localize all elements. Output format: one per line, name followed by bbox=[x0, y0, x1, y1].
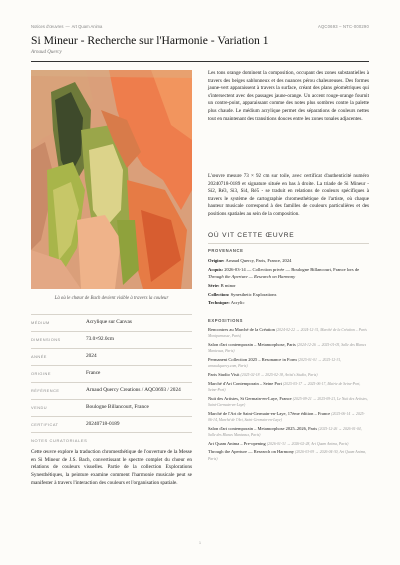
exhibition-name: Marché de l'Art de Saint-Germain-en-Laye, 17ème édition – France bbox=[208, 410, 331, 416]
spec-row-origin bbox=[31, 365, 192, 382]
list-item bbox=[208, 357, 369, 370]
exhibitions-list bbox=[208, 327, 369, 464]
collection-label: Collection: bbox=[208, 291, 230, 297]
exhibition-meta: (2025-01-01 → 2025-12-31, arnaudquercy.com, Paris) bbox=[208, 358, 342, 369]
list-item bbox=[208, 426, 369, 439]
where-divider bbox=[208, 243, 369, 244]
provenance-collection bbox=[208, 291, 369, 298]
list-item bbox=[208, 411, 369, 424]
title-divider bbox=[31, 61, 369, 62]
exhibition-meta: (2024-12-26 → 2025-01-05, Salle des Blancs Manteaux, Paris) bbox=[208, 343, 367, 354]
page-title: Si Mineur - Recherche sur l'Harmonie - Variation 1 bbox=[31, 34, 269, 47]
exhibition-meta: (2026-03-09 → 2026-04-30, Art Quam Anima, Paris) bbox=[208, 450, 367, 461]
spec-label: ANNÉE bbox=[31, 354, 47, 359]
provenance-technique bbox=[208, 299, 369, 306]
exhibition-name: Art Quam Anima – Pre-opening bbox=[208, 440, 266, 446]
provenance-block bbox=[208, 257, 369, 308]
spec-label: MÉDIUM bbox=[31, 320, 50, 325]
spec-row-certificate bbox=[31, 416, 192, 433]
artwork-painting bbox=[31, 70, 192, 289]
list-item bbox=[208, 327, 369, 340]
spec-row-reference bbox=[31, 382, 192, 399]
exhibition-meta: (2025-02-18 → 2025-02-18, Artist's Studio, Paris) bbox=[240, 373, 318, 377]
description-paragraph-2: L'œuvre mesure 73 × 92 cm sur toile, avec certificat d'authenticité numéro 20240718-0189 et signature située en bas à droite. La triade de Si Mineur - Si2, Ré3, Si3, Si4, Ré5 - se traduit en relations de couleurs spécifiques à travers le système de cartographie chromesthétique de l'artiste, où chaque hauteur musicale correspond à des familles de couleurs particulières et des positions spatiales au sein de la composition. bbox=[208, 173, 369, 217]
list-item bbox=[208, 449, 369, 462]
spec-value: 73.0×92.0cm bbox=[86, 336, 114, 342]
exhibition-name: Salon d'art contemporain – Metamorphose, Paris bbox=[208, 342, 296, 347]
exhibition-name: Rencontres au Marché de la Création bbox=[208, 327, 275, 332]
origin-value: Arnaud Quercy, Paris, France, 2024 bbox=[225, 258, 292, 263]
acquired-label: Acquis: bbox=[208, 266, 224, 272]
acquired-value: 2026-03-14 — Collection privée — Boulogne Billancourt, France lors de bbox=[224, 266, 360, 272]
artwork-image[interactable] bbox=[31, 70, 192, 289]
spec-value: France bbox=[86, 370, 101, 376]
exhibition-name: Marché d'Art Contemporain – Seine Port bbox=[208, 380, 282, 386]
spec-row-year bbox=[31, 348, 192, 365]
list-item bbox=[208, 381, 369, 394]
exhibition-meta: (2025-06-14 → 2025-06-14, Marché de l'Art, Saint-Germain-en-Laye) bbox=[208, 411, 365, 422]
exhibition-name: Nuit des Artistes, St Germain-en-Laye, France bbox=[208, 395, 292, 401]
exhibition-meta: (2026-01-31 → 2026-02-28, Art Quam Anima, Paris) bbox=[266, 441, 349, 446]
exhibition-meta: (2025-05-17 → 2025-06-17, Mairie de Seine-Port, Seine-Port) bbox=[208, 381, 361, 392]
spec-value: Boulogne Billancourt, France bbox=[86, 404, 149, 410]
provenance-heading: PROVENANCE bbox=[208, 248, 244, 253]
list-item bbox=[208, 441, 369, 447]
exhibition-name: Permanent Collection 2025 – Resonance in Form bbox=[208, 357, 297, 362]
spec-value: Arnaud Quercy Creations / AQC0693 / 2024 bbox=[86, 387, 181, 393]
acquired-exhibition: Through the Aperture — Research on Harmony bbox=[208, 274, 296, 280]
exhibition-meta: (2025-12-26 → 2026-01-04, Salle des Blancs Manteaux, Paris) bbox=[208, 426, 362, 437]
spec-row-sold bbox=[31, 399, 192, 416]
breadcrumb-separator: — bbox=[65, 24, 70, 29]
curatorial-notes-text: Cette œuvre explore la traduction chromesthétique de l'ouverture de la Messe en Si Mineur de J.S. Bach, convertissant le spectre complet du chœur en relations de couleurs visuelles. Partie de la collection Explorations Synesthétiques, la peinture examine comment l'harmonie musicale peut se manifester à travers l'interaction des couleurs et l'organisation spatiale. bbox=[31, 449, 192, 486]
spec-label: VENDU bbox=[31, 405, 48, 410]
provenance-acquired bbox=[208, 266, 369, 281]
spec-label: DIMENSIONS bbox=[31, 337, 61, 342]
technique-value: Acrylic bbox=[230, 300, 245, 306]
curatorial-notes-heading: NOTES CURATORIALES bbox=[31, 438, 88, 443]
provenance-series bbox=[208, 282, 369, 289]
spec-value: 20240718-0189 bbox=[86, 421, 120, 427]
origin-label: Origine: bbox=[208, 258, 225, 263]
exhibition-name: Through the Aperture — Research on Harmony bbox=[208, 449, 294, 455]
page-number: 1 bbox=[198, 540, 202, 545]
reference-code: AQC0693 – NTC-000290 bbox=[317, 24, 369, 29]
technique-label: Technique: bbox=[208, 300, 230, 306]
specs-table bbox=[31, 314, 192, 433]
where-heading: OÙ VIT CETTE ŒUVRE bbox=[208, 232, 295, 239]
artwork-caption: Là où le chœur de Bach devient visible à travers la couleur bbox=[54, 296, 169, 301]
provenance-origin bbox=[208, 257, 369, 264]
series-label: Série: bbox=[208, 282, 220, 288]
exhibition-meta: (2025-09-21 → 2025-09-21, Le Nuit des Artistes, Saint-Germain-en-Laye) bbox=[208, 396, 368, 407]
breadcrumb bbox=[31, 24, 102, 29]
list-item bbox=[208, 396, 369, 409]
spec-value: 2024 bbox=[86, 353, 97, 359]
top-bar bbox=[31, 24, 369, 34]
list-item bbox=[208, 372, 369, 378]
description-paragraph-1: Les tons orange dominent la composition, occupant des zones substantielles à travers des beiges sablonneux et des nuances pérou chaleureuses. Des formes jaune-vert apparaissent à travers la surface, créant des plans géométriques qui s'intersectent avec des passages jaune-orange. Un accent rouge-orange fournit un contre-point, apparaissant comme des notes plus sombres contre la palette plus chaude. Le médium acrylique permet des séparations de couleurs nettes tout en maintenant des transitions douces entre les zones tonales adjacentes. bbox=[208, 70, 369, 122]
artist-name: Arnaud Quercy bbox=[31, 50, 62, 55]
spec-value: Acrylique sur Canvas bbox=[86, 319, 132, 325]
exhibition-name: Salon d'art contemporain – Metamorphose 2025–2026, Paris bbox=[208, 425, 318, 431]
breadcrumb-item-notices[interactable]: Notices d'œuvres bbox=[31, 24, 64, 29]
exhibition-name: Paris Studio Visit bbox=[208, 372, 240, 377]
exhibition-meta: (2024-02-22 → 2024-12-31, Marché de la Création – Paris Montparnasse, Paris) bbox=[208, 328, 367, 339]
collection-value: Synesthetic Explorations bbox=[230, 291, 277, 297]
list-item bbox=[208, 342, 369, 355]
spec-row-medium bbox=[31, 314, 192, 331]
series-value: B minor bbox=[220, 282, 236, 288]
exhibitions-heading: EXPOSITIONS bbox=[208, 318, 243, 323]
spec-label: RÉFÉRENCE bbox=[31, 388, 60, 393]
breadcrumb-item-gallery[interactable]: Art Quam Anima bbox=[71, 24, 103, 29]
spec-row-dimensions bbox=[31, 331, 192, 348]
spec-label: ORIGINE bbox=[31, 371, 51, 376]
spec-label: CERTIFICAT bbox=[31, 422, 59, 427]
